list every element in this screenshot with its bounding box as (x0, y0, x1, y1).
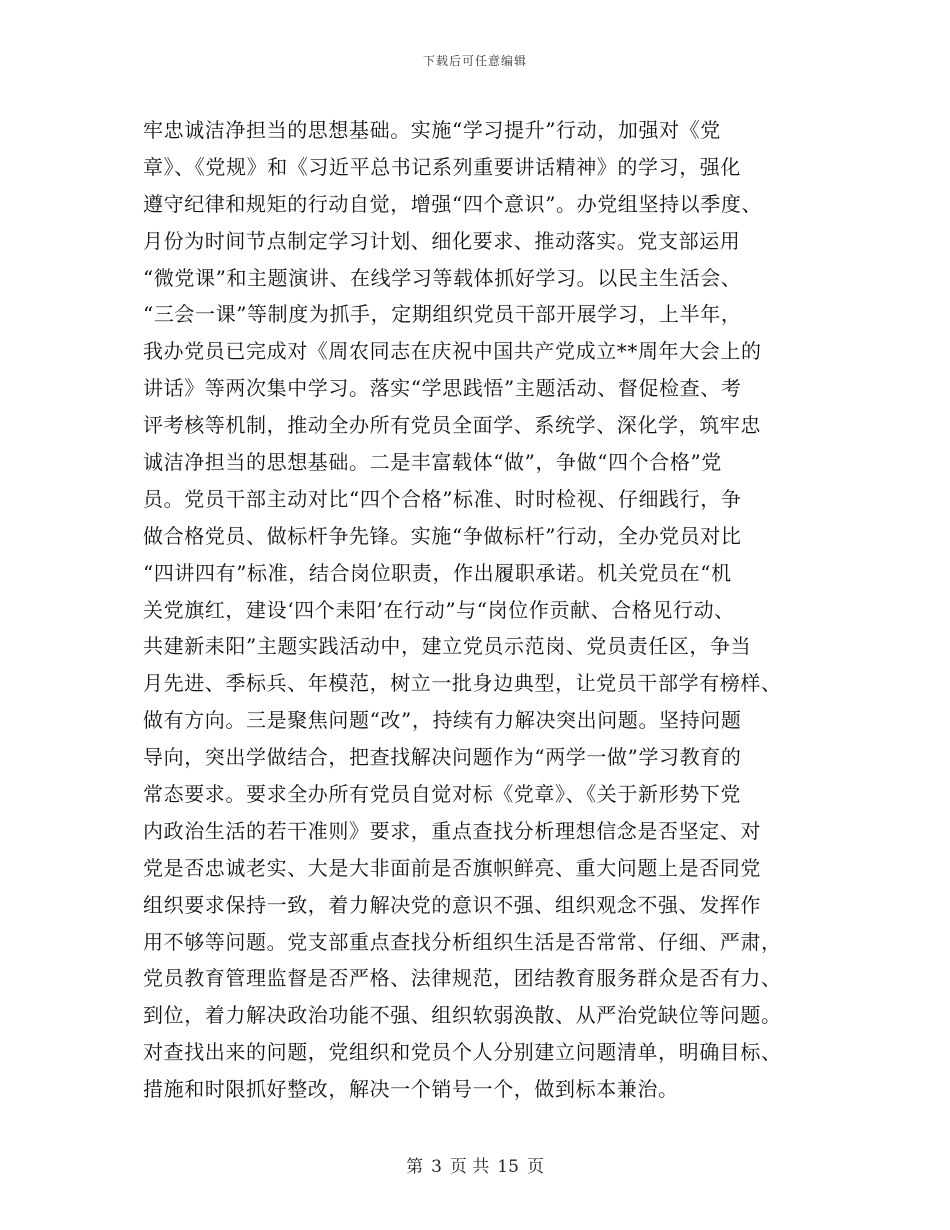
text-line: 月份为时间节点制定学习计划、细化要求、推动落实。党支部运用 (143, 228, 741, 253)
text-line: 讲话》等两次集中学习。落实“学思践悟”主题活动、督促检查、考 (143, 376, 742, 401)
text-line: “四讲四有”标准，结合岗位职责，作出履职承诺。机关党员在“机 (143, 560, 732, 585)
text-line: 员。党员干部主动对比“四个合格”标准、时时检视、仔细践行，争 (143, 486, 742, 511)
text-line: 做合格党员、做标杆争先锋。实施“争做标杆”行动，全办党员对比 (143, 523, 742, 548)
text-line: 党是否忠诚老实、大是大非面前是否旗帜鲜亮、重大问题上是否同党 (143, 855, 761, 880)
text-line: 导向，突出学做结合，把查找解决问题作为“两学一做”学习教育的 (143, 745, 742, 770)
page-number-footer (0, 1152, 950, 1177)
page-header: 下载后可任意编辑 (422, 54, 527, 68)
text-line: 评考核等机制，推动全办所有党员全面学、系统学、深化学，筑牢忠 (143, 413, 761, 438)
text-line: 用不够等问题。党支部重点查找分析组织生活是否常常、仔细、严肃， (143, 929, 782, 954)
text-line: 内政治生活的若干准则》要求，重点查找分析理想信念是否坚定、对 (143, 818, 761, 843)
page-number-middle: 页 共 (449, 1157, 490, 1177)
text-line: 组织要求保持一致，着力解决党的意识不强、组织观念不强、发挥作 (143, 892, 761, 917)
text-line: 牢忠诚洁净担当的思想基础。实施“学习提升”行动，加强对《党 (143, 118, 721, 142)
text-line: 诚洁净担当的思想基础。二是丰富载体“做”，争做“四个合格”党 (143, 450, 722, 475)
page-number-suffix: 页 (526, 1157, 544, 1177)
document-body (143, 112, 813, 1108)
text-line: 月先进、季标兵、年模范，树立一批身边典型，让党员干部学有榜样、 (143, 671, 782, 696)
text-line: 共建新耒阳”主题实践活动中，建立党员示范岗、党员责任区，争当 (143, 634, 752, 659)
text-line: 到位，着力解决政治功能不强、组织软弱涣散、从严治党缺位等问题。 (143, 1003, 782, 1028)
text-line: 关党旗红，建设‘四个耒阳’在行动”与“岗位作贡献、合格见行动、 (143, 597, 735, 622)
text-line: “微党课”和主题演讲、在线学习等载体抓好学习。以民主生活会、 (143, 265, 742, 290)
text-line: 党员教育管理监督是否严格、法律规范，团结教育服务群众是否有力、 (143, 966, 782, 991)
text-line: 措施和时限抓好整改，解决一个销号一个，做到标本兼治。 (143, 1077, 679, 1102)
page-number-prefix: 第 (406, 1157, 424, 1177)
current-page-number: 3 (431, 1157, 442, 1177)
text-line: 对查找出来的问题，党组织和党员个人分别建立问题清单，明确目标、 (143, 1040, 782, 1065)
text-line: 做有方向。三是聚焦问题“改”，持续有力解决突出问题。坚持问题 (143, 708, 742, 733)
total-pages-number: 15 (497, 1157, 519, 1177)
text-line: 常态要求。要求全办所有党员自觉对标《党章》、《关于新形势下党 (143, 782, 741, 807)
text-line: “三会一课”等制度为抓手，定期组织党员干部开展学习，上半年， (143, 302, 742, 327)
text-line: 我办党员已完成对《周农同志在庆祝中国共产党成立**周年大会上的 (143, 339, 762, 364)
text-line: 章》、《党规》和《习近平总书记系列重要讲话精神》的学习，强化 (143, 154, 741, 179)
text-line: 遵守纪律和规矩的行动自觉，增强“四个意识”。办党组坚持以季度、 (143, 191, 763, 216)
